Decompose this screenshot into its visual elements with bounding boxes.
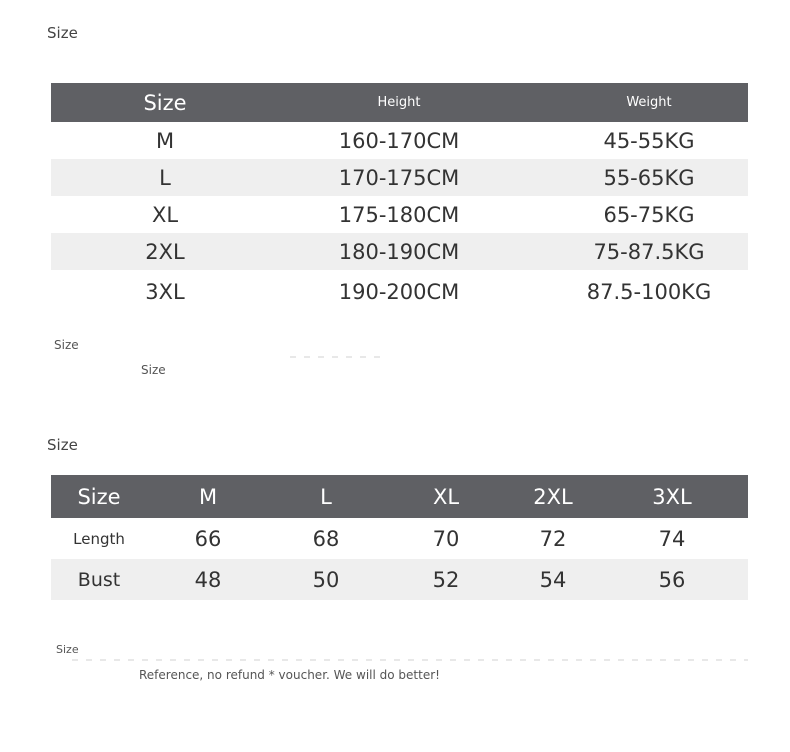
body-size-table — [51, 83, 748, 314]
header-m: M — [198, 484, 218, 509]
row-label-length: Length — [73, 529, 125, 548]
body-size-table-header — [51, 83, 748, 122]
value-cell: 66 — [194, 526, 222, 551]
value-cell: 70 — [432, 526, 460, 551]
size-cell: 3XL — [145, 280, 185, 304]
value-cell: 74 — [658, 526, 686, 551]
size-cell: XL — [151, 202, 179, 227]
header-xl: XL — [432, 484, 460, 509]
header-l: L — [320, 484, 332, 509]
table-row — [51, 122, 748, 159]
top-section-label: Size — [47, 24, 78, 42]
note-label-2: Size — [141, 363, 166, 377]
table-row — [51, 518, 748, 559]
height-cell: 190-200CM — [338, 280, 460, 304]
value-cell: 48 — [194, 567, 222, 592]
note-label-1: Size — [54, 338, 79, 352]
header-size: Size — [143, 90, 187, 115]
faint-divider — [290, 356, 386, 358]
garment-size-table-header — [51, 475, 748, 518]
value-cell: 72 — [539, 526, 567, 551]
table-row — [51, 270, 748, 314]
value-cell: 68 — [312, 526, 340, 551]
weight-cell: 65-75KG — [603, 202, 695, 227]
value-cell: 56 — [658, 567, 686, 592]
size-cell: M — [155, 128, 175, 153]
height-cell: 180-190CM — [338, 239, 460, 264]
table-row — [51, 559, 748, 600]
size-cell: L — [159, 165, 171, 190]
faint-divider — [72, 659, 748, 661]
table-row — [51, 233, 748, 270]
table-row — [51, 196, 748, 233]
weight-cell: 75-87.5KG — [593, 239, 705, 264]
reference-note: Reference, no refund * voucher. We will do better! — [139, 668, 440, 682]
header-weight: Weight — [626, 95, 672, 110]
height-cell: 160-170CM — [338, 128, 460, 153]
header-size: Size — [77, 484, 121, 509]
weight-cell: 87.5-100KG — [586, 280, 712, 304]
header-height: Height — [377, 95, 421, 110]
value-cell: 50 — [312, 567, 340, 592]
note-label-3: Size — [56, 643, 79, 656]
value-cell: 54 — [539, 567, 567, 592]
header-2xl: 2XL — [533, 484, 573, 509]
value-cell: 52 — [432, 567, 460, 592]
header-3xl: 3XL — [652, 484, 692, 509]
weight-cell: 45-55KG — [603, 128, 695, 153]
bottom-section-label: Size — [47, 436, 78, 454]
size-cell: 2XL — [145, 239, 185, 264]
height-cell: 175-180CM — [338, 202, 460, 227]
row-label-bust: Bust — [77, 568, 121, 591]
table-row — [51, 159, 748, 196]
weight-cell: 55-65KG — [603, 165, 695, 190]
garment-size-table — [51, 475, 748, 600]
height-cell: 170-175CM — [338, 165, 460, 190]
